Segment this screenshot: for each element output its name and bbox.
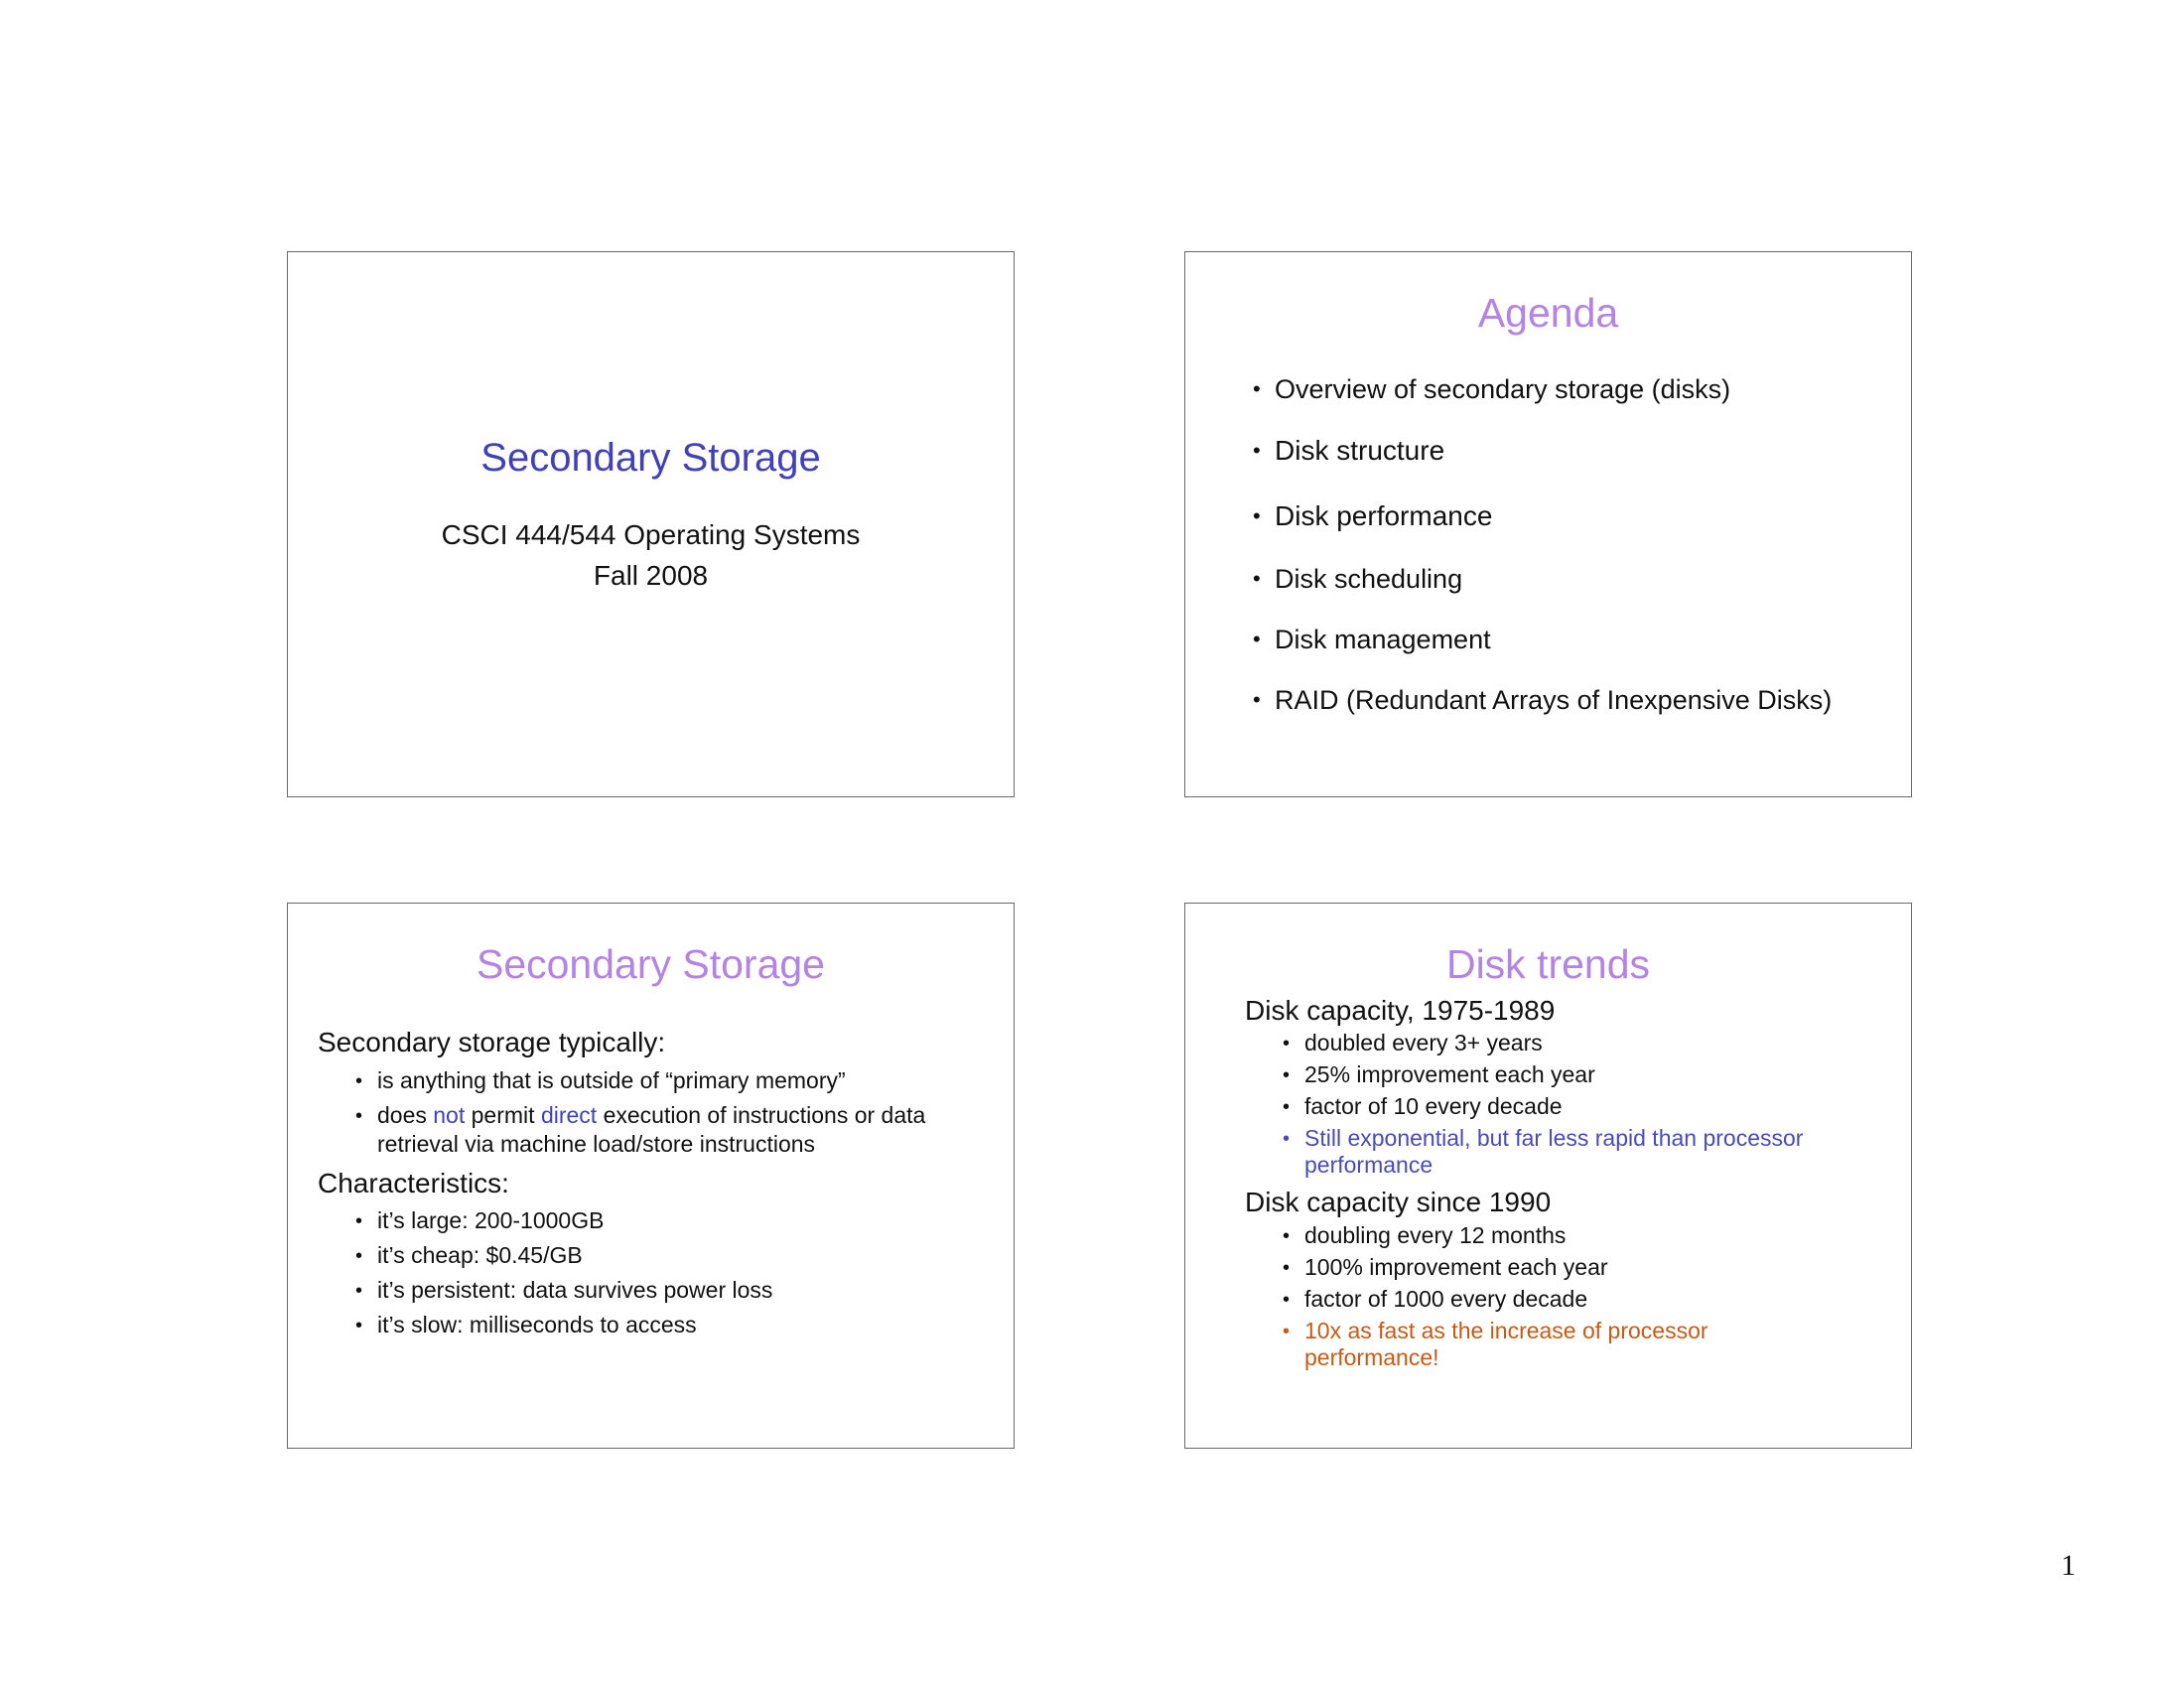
bullet-icon: • [1283,1321,1291,1342]
section-heading: Characteristics: [318,1168,509,1198]
slide-title [287,251,1015,797]
page-number: 1 [2061,1549,2076,1582]
emphasis-text: not [433,1102,466,1128]
bullet-icon: • [1283,1289,1291,1311]
bullet-icon: • [355,1070,363,1092]
bullet-icon: • [1253,687,1261,712]
section-heading: Disk capacity since 1990 [1245,1187,1552,1217]
bullet-icon: • [1283,1096,1291,1118]
bullet-icon: • [1253,503,1261,528]
bullet-icon: • [1283,1128,1291,1150]
course-name: CSCI 444/544 Operating Systems [441,519,861,550]
section-heading: Disk capacity, 1975-1989 [1245,995,1556,1026]
bullet-icon: • [1283,1257,1291,1279]
course-term: Fall 2008 [593,560,709,591]
bullet-icon: • [1253,376,1261,401]
bullet-icon: • [1283,1225,1291,1247]
slide-heading: Secondary Storage [476,941,825,987]
emphasis-text: direct [540,1102,598,1128]
slide-heading: Agenda [1477,290,1619,336]
bullet-icon: • [1283,1064,1291,1086]
deck-title: Secondary Storage [480,436,821,480]
slide-heading: Disk trends [1445,941,1651,987]
bullet-icon: • [1253,627,1261,651]
bullet-icon: • [355,1280,363,1302]
bullet-icon: • [1253,438,1261,463]
slide-disk-trends: Disk trends Disk capacity, 1975-1989 • doubled every 3+ years • 25% improvement each year • factor of 10 every decade • Still exponential, but far less rapid than processor performance Disk capacity since 1990 • doubling every 12 months • 100% improvement each year • factor of 1000 every decade • 10x as fast as the increase of processor performance! [1184,903,1912,1449]
bullet-icon: • [355,1105,363,1127]
bullet-icon: • [1283,1033,1291,1055]
slide-agenda: Agenda • Overview of secondary storage (disks) • Disk structure • Disk performance • Disk scheduling • Disk management • RAID (Redundant Arrays of Inexpensive Disks) [1184,251,1912,797]
slide-secondary-storage: Secondary Storage Secondary storage typically: • is anything that is outside of “primary memory” • does not permit direct execution of instructions or data retrieval via machine load/store instructions Characteristics: • it’s large: 200-1000GB • it’s cheap: $0.45/GB • it’s persistent: data survives power loss • it’s slow: milliseconds to access [287,903,1015,1449]
bullet-icon: • [355,1315,363,1336]
section-heading: Secondary storage typically: [318,1027,666,1057]
bullet-icon: • [1253,566,1261,591]
bullet-icon: • [355,1210,363,1232]
bullet-icon: • [355,1245,363,1267]
